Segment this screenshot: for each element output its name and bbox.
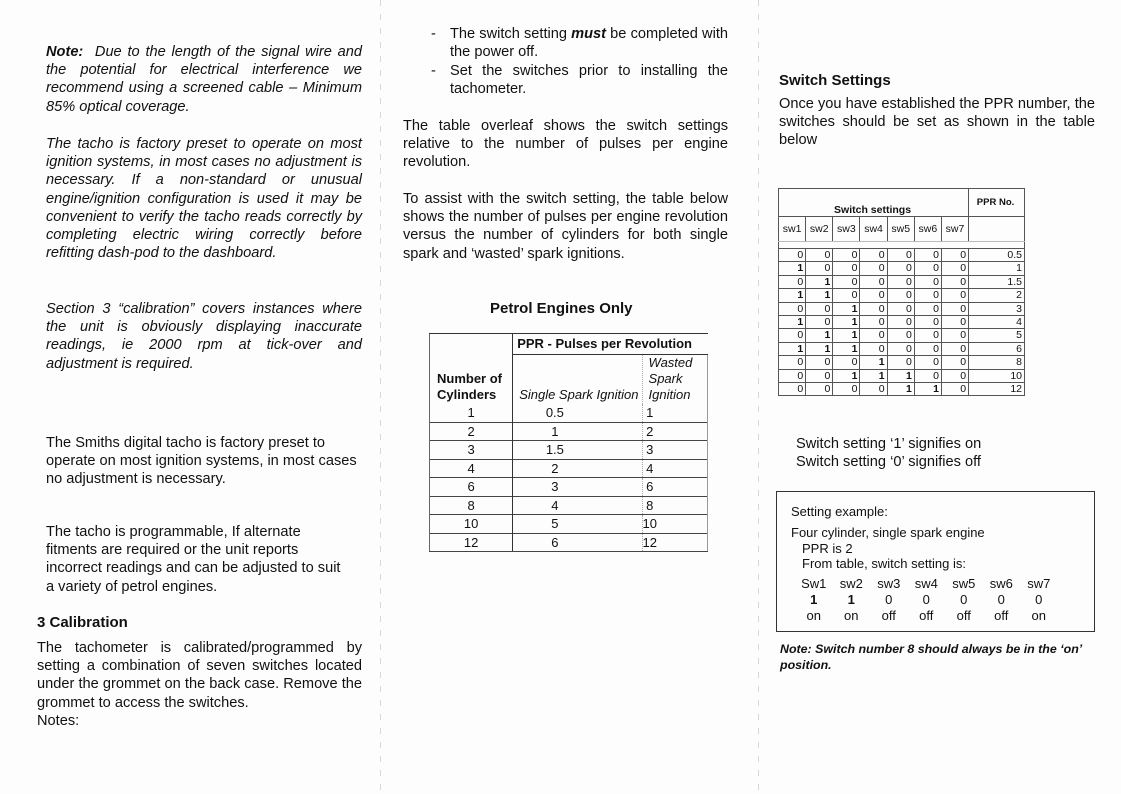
switch-value-cell: 0 (941, 262, 968, 275)
switch-names-row (779, 217, 1025, 242)
switch-value-cell: 0 (941, 316, 968, 329)
legend-on: Switch setting ‘1’ signifies on (796, 436, 982, 452)
example-switch-value: 0 (922, 592, 930, 607)
switch-value-cell: 0 (779, 329, 806, 342)
switch-table-row (779, 342, 1025, 355)
wasted-spark-cell: 1 (642, 404, 707, 422)
switch-table-row (779, 383, 1025, 396)
example-switch-name: sw2 (839, 576, 863, 591)
bullet-text: Set the switches prior to installing the tachometer. (450, 63, 728, 98)
example-switch-name: sw6 (989, 576, 1013, 591)
note-label: Note: (46, 44, 84, 60)
switch-value-cell: 1 (914, 383, 941, 396)
switch-value-cell: 0 (860, 302, 887, 315)
wasted-spark-cell: 3 (642, 441, 707, 460)
switch-value-cell: 0 (887, 262, 914, 275)
calibration-paragraph: The tachometer is calibrated/programmed by setting a combination of seven switches located under the grommet on the back case. Remove the grommet to access the switches. (37, 640, 362, 711)
switch-value-cell: 0 (887, 356, 914, 369)
ppr-group-header: PPR - Pulses per Revolution (513, 334, 708, 355)
switch-value-cell: 1 (806, 329, 833, 342)
example-switch-state: off (994, 608, 1009, 623)
wasted-spark-cell: 12 (642, 533, 707, 552)
switch-value-cell: 0 (941, 383, 968, 396)
switch-value-cell: 1 (860, 369, 887, 382)
single-spark-cell: 4 (513, 496, 642, 515)
ppr-blank-header (969, 217, 1025, 242)
cylinders-cell: 4 (430, 459, 513, 478)
petrol-table-row (430, 459, 708, 478)
switch-value-cell: 1 (860, 356, 887, 369)
factory-preset-paragraph: The tacho is factory preset to operate on most ignition systems, in most cases no adjustment is necessary. If a non-standard or unusual engine/ignition configuration is used it may be convenient to verify the tacho reads correctly by completing electric wiring correctly before refitting dash-pod to the dashboard. (46, 136, 362, 262)
switch-value-cell: 0 (887, 316, 914, 329)
spacer-row (779, 242, 1025, 249)
switch-value-cell: 0 (860, 262, 887, 275)
switch-table-row (779, 369, 1025, 382)
switch-value-cell: 0 (833, 383, 860, 396)
petrol-table-row (430, 533, 708, 552)
switch-name-header: sw7 (941, 217, 968, 242)
switch-table-row (779, 249, 1025, 262)
single-spark-cell: 1 (513, 422, 642, 441)
example-switch-name: sw7 (1027, 576, 1051, 591)
switch-value-cell: 0 (887, 249, 914, 262)
switch-value-cell: 0 (833, 249, 860, 262)
switch-value-cell: 0 (914, 249, 941, 262)
page-fold-line (758, 0, 759, 794)
switch-value-cell: 0 (887, 302, 914, 315)
switch-value-cell: 1 (833, 369, 860, 382)
legend-off: Switch setting ‘0’ signifies off (796, 454, 981, 470)
switch-value-cell: 0 (779, 356, 806, 369)
switch-settings-intro: Once you have established the PPR number, the switches should be set as shown in the table below (779, 96, 1095, 149)
example-switch-grid (795, 576, 1058, 623)
wasted-spark-header: Wasted Spark Ignition (642, 355, 707, 405)
example-switch-state: on (1031, 608, 1046, 623)
switch-value-cell: 0 (941, 289, 968, 302)
screened-cable-note (46, 43, 362, 116)
switch-value-cell: 1 (806, 289, 833, 302)
ppr-value-cell: 12 (969, 383, 1025, 396)
switch-value-cell: 0 (941, 329, 968, 342)
switch-value-cell: 1 (833, 329, 860, 342)
cylinders-cell: 3 (430, 441, 513, 460)
switch-value-cell: 0 (779, 302, 806, 315)
example-switch-name: sw3 (877, 576, 901, 591)
ppr-value-cell: 1 (969, 262, 1025, 275)
petrol-ppr-table (429, 333, 708, 552)
example-ppr: PPR is 2 (802, 541, 853, 556)
example-switch-value: 0 (997, 592, 1005, 607)
petrol-table-row (430, 515, 708, 534)
switch-value-cell: 0 (860, 316, 887, 329)
example-switch-value: 0 (960, 592, 968, 607)
cylinders-cell: 2 (430, 422, 513, 441)
example-switch-state: on (844, 608, 859, 623)
switch-value-cell: 0 (914, 262, 941, 275)
single-spark-cell: 2 (513, 459, 642, 478)
switch-value-cell: 0 (806, 249, 833, 262)
switch-value-cell: 0 (887, 275, 914, 288)
notes-label: Notes: (37, 713, 80, 729)
switch-table-row (779, 356, 1025, 369)
switch-value-cell: 0 (860, 329, 887, 342)
petrol-table-title: Petrol Engines Only (490, 300, 633, 317)
switch-value-cell: 0 (941, 342, 968, 355)
bullet-text: The switch setting must be completed with the power off. (450, 26, 729, 61)
cylinders-cell: 1 (430, 404, 513, 422)
switch-value-cell: 0 (833, 289, 860, 302)
switch-value-cell: 0 (860, 342, 887, 355)
switch-table-row (779, 262, 1025, 275)
switch-settings-table (778, 188, 1025, 396)
switch-value-cell: 0 (806, 302, 833, 315)
example-switch-name: Sw1 (801, 576, 827, 591)
smiths-preset-paragraph: The Smiths digital tacho is factory preset to operate on most ignition systems, in most cases no adjustment is necessary. (46, 435, 357, 488)
example-switch-state: off (919, 608, 934, 623)
ppr-value-cell: 5 (969, 329, 1025, 342)
switch-value-cell: 1 (779, 262, 806, 275)
example-switch-value: 1 (810, 592, 818, 607)
single-spark-cell: 0.5 (545, 405, 564, 420)
note-text: Due to the length of the signal wire and the potential for electrical interference we recommend using a screened cable – Minimum 85% optical coverage. (46, 44, 363, 115)
example-from-table: From table, switch setting is: (802, 556, 966, 571)
bullet-dash: - (431, 26, 436, 42)
switch-value-cell: 1 (806, 275, 833, 288)
section3-reference-paragraph: Section 3 “calibration” covers instances where the unit is obviously displaying inaccurate readings, ie 2000 rpm at tick-over and adjustment is required. (46, 301, 362, 372)
switch-name-header: sw3 (833, 217, 860, 242)
switch-table-row (779, 275, 1025, 288)
switch-value-cell: 0 (887, 342, 914, 355)
switch-name-header: sw6 (914, 217, 941, 242)
switch-legend (796, 435, 981, 471)
switch-value-cell: 1 (833, 302, 860, 315)
overleaf-paragraph: The table overleaf shows the switch settings relative to the number of pulses per engine revolution. (403, 118, 728, 171)
switch-value-cell: 0 (941, 369, 968, 382)
switch-value-cell: 1 (887, 369, 914, 382)
switch-table-row (779, 302, 1025, 315)
ppr-value-cell: 1.5 (969, 275, 1025, 288)
example-switch-state: off (881, 608, 896, 623)
switch-value-cell: 0 (779, 383, 806, 396)
cylinders-cell: 12 (430, 533, 513, 552)
page-fold-line (380, 0, 381, 794)
cylinders-cell: 10 (430, 515, 513, 534)
switch-table-row (779, 329, 1025, 342)
switch-value-cell: 0 (887, 289, 914, 302)
cylinders-header: Number of Cylinders (430, 355, 513, 405)
wasted-spark-cell: 4 (642, 459, 707, 478)
example-engine: Four cylinder, single spark engine (791, 525, 985, 540)
example-switch-state: off (956, 608, 971, 623)
corner-cell (430, 334, 513, 355)
switch-table-title: Switch settings (779, 189, 969, 217)
petrol-table-row (430, 478, 708, 497)
switch-value-cell: 0 (806, 356, 833, 369)
wasted-spark-cell: 6 (642, 478, 707, 497)
switch-value-cell: 0 (914, 275, 941, 288)
switch-value-cell: 0 (860, 289, 887, 302)
wasted-spark-cell: 10 (642, 515, 707, 534)
switch-table-row (779, 289, 1025, 302)
switch-name-header: sw2 (806, 217, 833, 242)
switch-settings-heading: Switch Settings (779, 72, 891, 89)
petrol-table-row (430, 422, 708, 441)
switch-value-cell: 1 (806, 342, 833, 355)
switch-value-cell: 0 (806, 316, 833, 329)
cylinders-cell: 6 (430, 478, 513, 497)
calibration-heading: 3 Calibration (37, 614, 128, 631)
switch-name-header: sw1 (779, 217, 806, 242)
assist-paragraph: To assist with the switch setting, the table below shows the number of pulses per engine revolution versus the number of cylinders for both single spark and ‘wasted’ spark ignitions. (403, 191, 728, 262)
switch8-note: Note: Switch number 8 should always be in the ‘on’ position. (780, 642, 1082, 672)
switch-value-cell: 1 (779, 316, 806, 329)
ppr-no-header: PPR No. (969, 189, 1025, 217)
switch-value-cell: 0 (914, 329, 941, 342)
switch-value-cell: 0 (806, 383, 833, 396)
switch-value-cell: 0 (779, 369, 806, 382)
ppr-value-cell: 6 (969, 342, 1025, 355)
cylinders-cell: 8 (430, 496, 513, 515)
ppr-value-cell: 4 (969, 316, 1025, 329)
example-label: Setting example: (791, 504, 888, 519)
switch-value-cell: 0 (806, 369, 833, 382)
single-spark-cell: 5 (513, 515, 642, 534)
ppr-value-cell: 0.5 (969, 249, 1025, 262)
example-switch-state: on (806, 608, 821, 623)
switch-value-cell: 0 (887, 329, 914, 342)
example-switch-value: 0 (885, 592, 893, 607)
switch-value-cell: 1 (887, 383, 914, 396)
switch-value-cell: 0 (914, 289, 941, 302)
switch-value-cell: 0 (779, 275, 806, 288)
example-switch-value: 1 (847, 592, 855, 607)
switch-value-cell: 0 (779, 249, 806, 262)
programmable-paragraph: The tacho is programmable, If alternate fitments are required or the unit reports incorrect readings and can be adjusted to suit a variety of petrol engines. (46, 524, 341, 595)
ppr-value-cell: 2 (969, 289, 1025, 302)
example-switch-name: sw4 (914, 576, 938, 591)
setting-example-box (776, 491, 1095, 632)
example-switch-value: 0 (1035, 592, 1043, 607)
switch-table-row (779, 316, 1025, 329)
switch-value-cell: 1 (833, 342, 860, 355)
switch-value-cell: 0 (860, 275, 887, 288)
switch-value-cell: 0 (806, 262, 833, 275)
switch-value-cell: 0 (914, 342, 941, 355)
switch-value-cell: 0 (860, 383, 887, 396)
example-switch-name: sw5 (952, 576, 976, 591)
switch-value-cell: 0 (860, 249, 887, 262)
switch-value-cell: 0 (833, 275, 860, 288)
single-spark-cell: 6 (513, 533, 642, 552)
wasted-spark-cell: 8 (642, 496, 707, 515)
petrol-table-row (430, 496, 708, 515)
switch-value-cell: 0 (914, 356, 941, 369)
single-spark-cell: 1.5 (513, 441, 642, 460)
switch-value-cell: 0 (941, 249, 968, 262)
single-spark-cell: 3 (513, 478, 642, 497)
petrol-table-row (430, 441, 708, 460)
switch-value-cell: 1 (833, 316, 860, 329)
switch-value-cell: 1 (779, 289, 806, 302)
petrol-table-row (430, 404, 708, 422)
switch-name-header: sw5 (887, 217, 914, 242)
switch-value-cell: 0 (941, 302, 968, 315)
switch-value-cell: 0 (914, 369, 941, 382)
switch-value-cell: 0 (833, 262, 860, 275)
single-spark-header: Single Spark Ignition (519, 387, 639, 402)
switch-value-cell: 0 (941, 275, 968, 288)
ppr-value-cell: 3 (969, 302, 1025, 315)
switch-value-cell: 0 (914, 302, 941, 315)
switch-value-cell: 0 (833, 356, 860, 369)
switch-value-cell: 0 (941, 356, 968, 369)
ppr-value-cell: 8 (969, 356, 1025, 369)
ppr-value-cell: 10 (969, 369, 1025, 382)
switch-value-cell: 1 (779, 342, 806, 355)
switch-value-cell: 0 (914, 316, 941, 329)
wasted-spark-cell: 2 (642, 422, 707, 441)
bullet-dash: - (431, 63, 436, 79)
switch-name-header: sw4 (860, 217, 887, 242)
